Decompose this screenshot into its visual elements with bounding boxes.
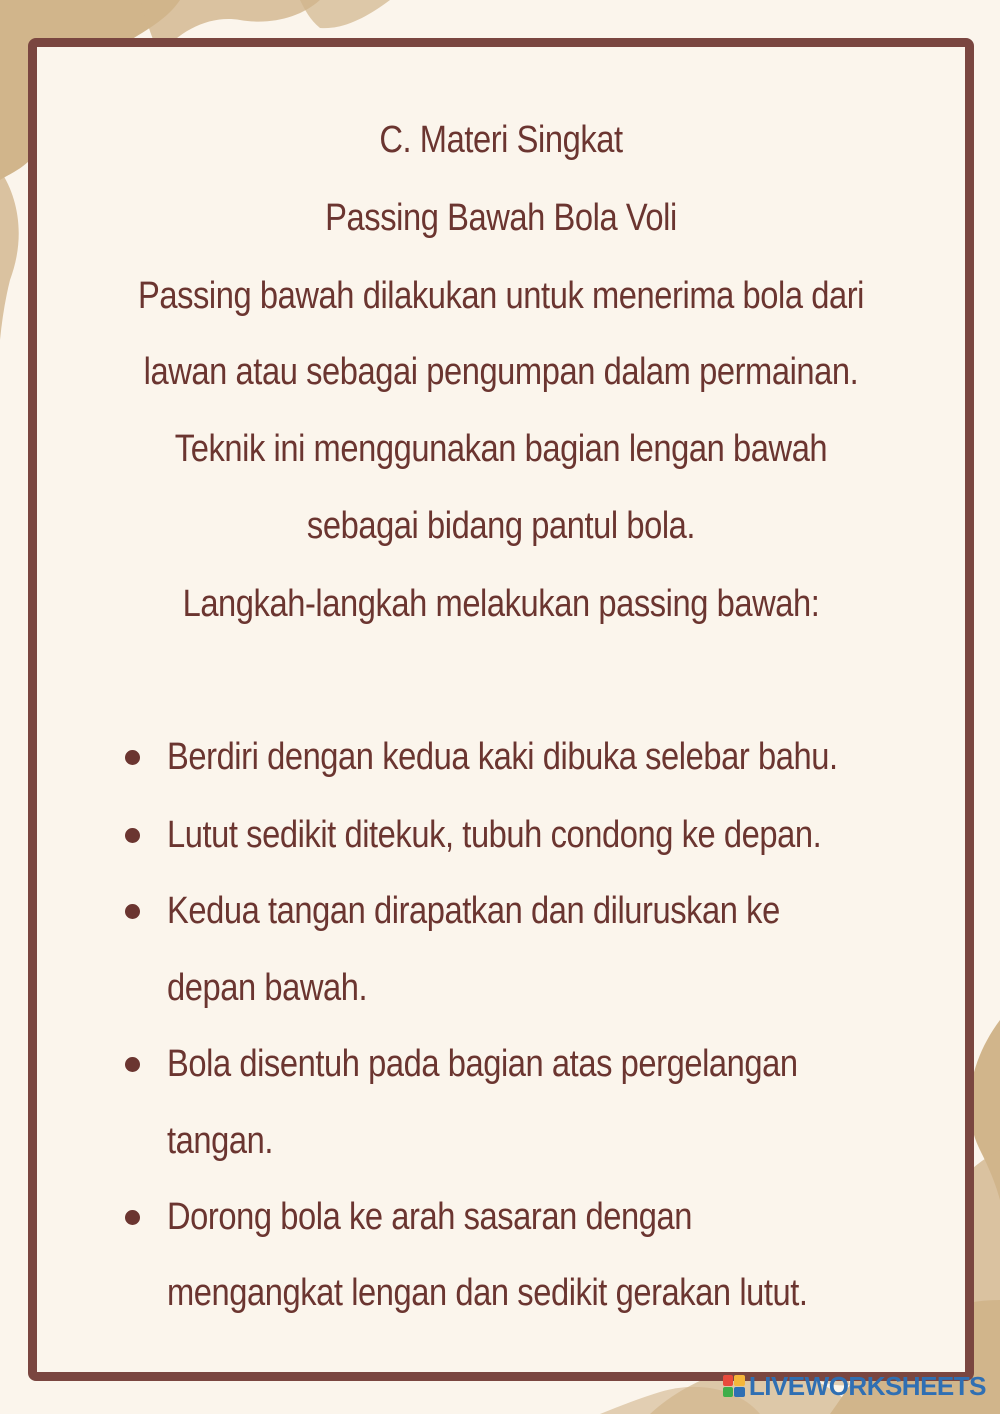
bullet-dot bbox=[125, 828, 140, 843]
step-3-line-1: Kedua tangan dirapatkan dan diluruskan ke bbox=[167, 890, 780, 932]
watermark-text: LIVEWORKSHEETS bbox=[748, 1370, 986, 1401]
page-title: C. Materi Singkat bbox=[379, 119, 623, 161]
intro-line-2: lawan atau sebagai pengumpan dalam permainan. bbox=[143, 351, 859, 393]
liveworksheets-watermark[interactable] bbox=[723, 1370, 986, 1402]
step-2-line-1: Lutut sedikit ditekuk, tubuh condong ke depan. bbox=[167, 814, 822, 856]
step-4-line-2: tangan. bbox=[167, 1120, 274, 1162]
steps-heading: Langkah-langkah melakukan passing bawah: bbox=[182, 583, 820, 625]
bullet-dot bbox=[125, 750, 140, 765]
step-1-line-1: Berdiri dengan kedua kaki dibuka selebar bahu. bbox=[167, 736, 838, 778]
page-subtitle: Passing Bawah Bola Voli bbox=[325, 197, 677, 239]
step-4-line-1: Bola disentuh pada bagian atas pergelangan bbox=[167, 1043, 798, 1085]
content-frame bbox=[28, 38, 974, 1381]
content-area bbox=[37, 47, 965, 1372]
intro-line-3: Teknik ini menggunakan bagian lengan bawah bbox=[174, 428, 828, 470]
bullet-dot bbox=[125, 1057, 140, 1072]
step-5-line-2: mengangkat lengan dan sedikit gerakan lutut. bbox=[167, 1272, 808, 1314]
bullet-dot bbox=[125, 1210, 140, 1225]
bullet-dot bbox=[125, 904, 140, 919]
intro-line-4: sebagai bidang pantul bola. bbox=[306, 505, 696, 547]
intro-line-1: Passing bawah dilakukan untuk menerima bola dari bbox=[137, 275, 865, 317]
liveworksheets-logo-icon bbox=[723, 1375, 745, 1397]
step-3-line-2: depan bawah. bbox=[167, 967, 368, 1009]
step-5-line-1: Dorong bola ke arah sasaran dengan bbox=[167, 1196, 692, 1238]
